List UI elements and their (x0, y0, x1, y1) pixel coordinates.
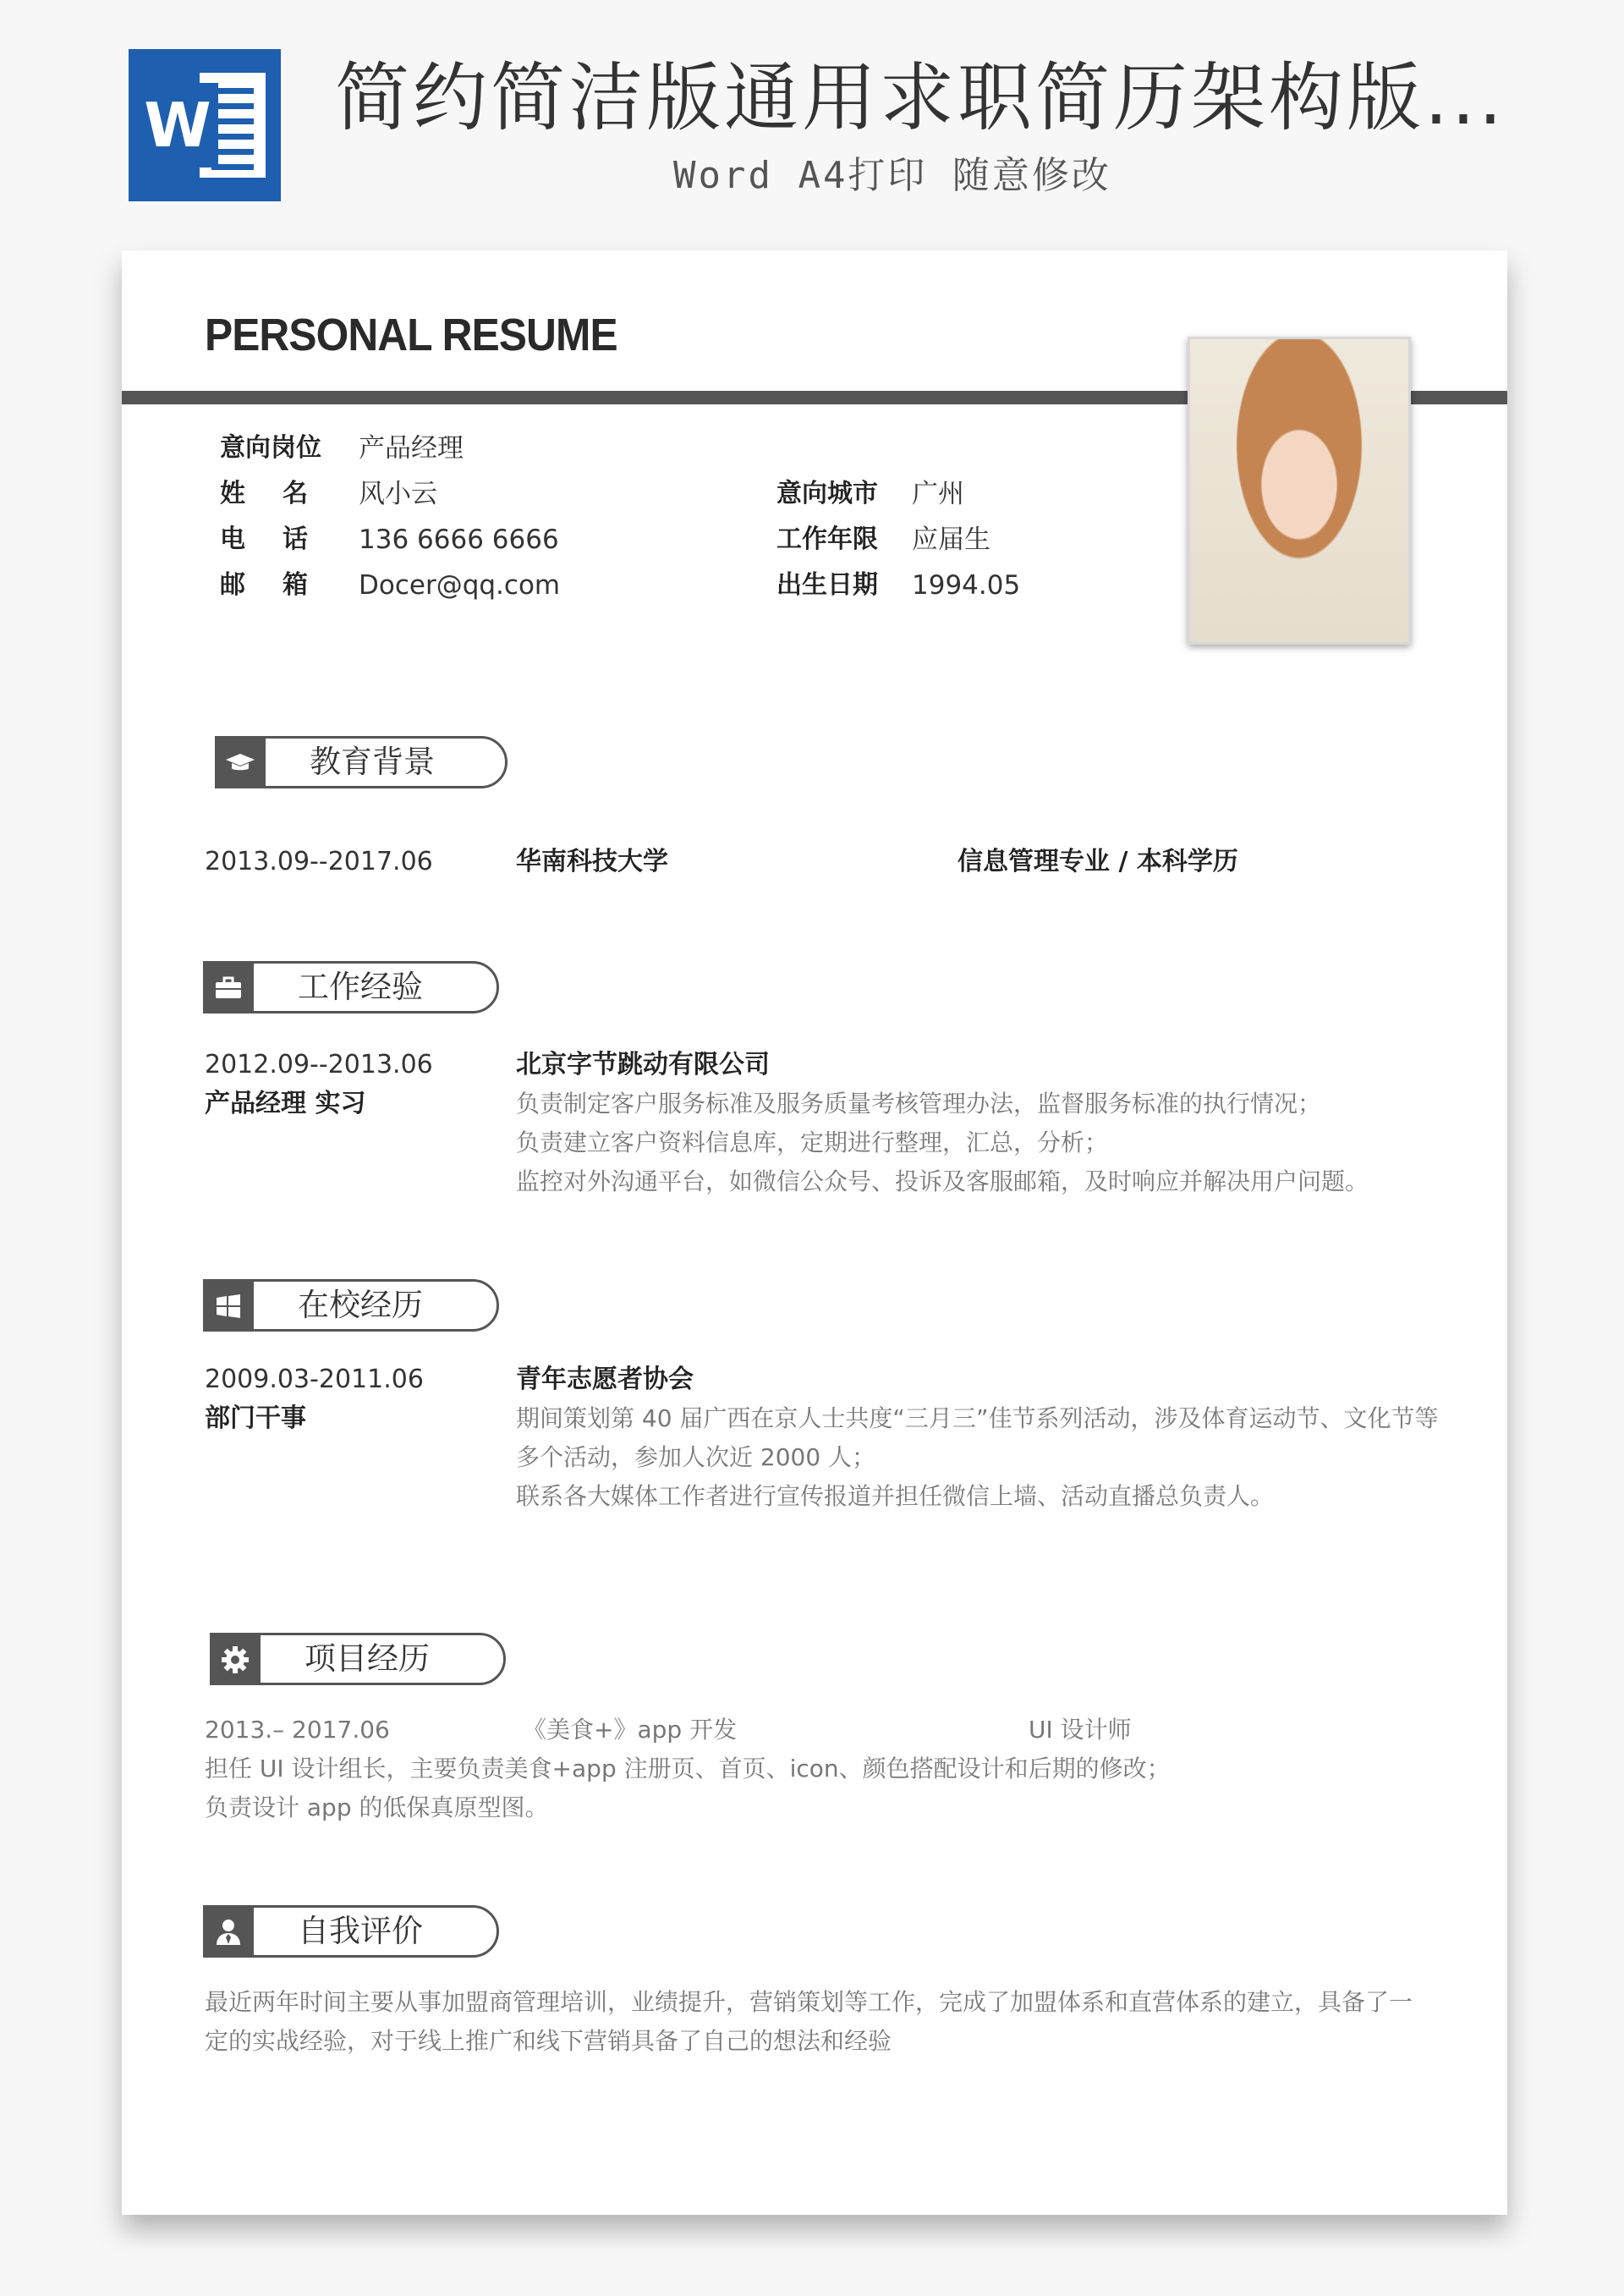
document-subtitle: Word A4打印 随意修改 (673, 154, 1111, 197)
phone-value: 136 6666 6666 (359, 525, 559, 555)
gear-icon (210, 1633, 261, 1685)
work-role: 产品经理 实习 (205, 1089, 366, 1118)
document-title: 简约简洁版通用求职简历架构版... (335, 54, 1506, 141)
years-label: 工作年限 (776, 525, 878, 554)
campus-duty: 联系各大媒体工作者进行宣传报道并担任微信上墙、活动直播总负责人。 (516, 1482, 1275, 1510)
work-duty: 负责建立客户资料信息库，定期进行整理，汇总，分析； (516, 1129, 1109, 1156)
education-school: 华南科技大学 (516, 847, 668, 876)
windows-icon (203, 1279, 254, 1332)
self-evaluation-section-header (203, 1905, 499, 1958)
campus-duty: 期间策划第 40 届广西在京人士共度“三月三”佳节系列活动，涉及体育运动节、文化节等 (516, 1404, 1439, 1432)
birth-label: 出生日期 (776, 570, 878, 600)
email-label: 邮箱 (220, 570, 345, 600)
position-label: 意向岗位 (220, 433, 321, 463)
resume-page (122, 250, 1507, 2215)
years-value: 应届生 (912, 525, 990, 555)
project-name: 《美食+》app 开发 (523, 1716, 738, 1744)
name-label: 姓名 (220, 479, 345, 508)
name-value: 风小云 (359, 479, 437, 509)
work-title: 工作经验 (298, 969, 423, 1005)
city-label: 意向城市 (776, 479, 878, 508)
project-duty: 负责设计 app 的低保真原型图。 (205, 1793, 549, 1821)
phone-label: 电话 (220, 525, 345, 554)
education-title: 教育背景 (310, 744, 435, 780)
campus-section-header (203, 1279, 499, 1332)
self-evaluation-text: 定的实战经验，对于线上推广和线下营销具备了自己的想法和经验 (205, 2027, 892, 2055)
project-role: UI 设计师 (1029, 1716, 1132, 1744)
briefcase-icon (203, 961, 254, 1013)
project-period: 2013.– 2017.06 (205, 1716, 390, 1744)
word-letter: W (137, 83, 218, 168)
resume-heading: PERSONAL RESUME (205, 310, 617, 360)
user-tie-icon (203, 1905, 254, 1958)
project-section-header (210, 1633, 506, 1685)
work-company: 北京字节跳动有限公司 (516, 1050, 770, 1079)
graduation-cap-icon (215, 736, 266, 788)
campus-duty: 多个活动，参加人次近 2000 人； (516, 1443, 876, 1471)
city-value: 广州 (912, 479, 964, 509)
birth-value: 1994.05 (912, 570, 1021, 601)
self-evaluation-text: 最近两年时间主要从事加盟商管理培训，业绩提升，营销策划等工作，完成了加盟体系和直营体系的建立，具备了一 (205, 1988, 1413, 2016)
email-value: Docer@qq.com (359, 570, 561, 601)
campus-org: 青年志愿者协会 (516, 1365, 694, 1394)
word-logo-icon (129, 49, 281, 201)
campus-period: 2009.03-2011.06 (205, 1365, 424, 1394)
self-evaluation-title: 自我评价 (298, 1913, 423, 1949)
work-section-header (203, 961, 499, 1013)
education-major: 信息管理专业 / 本科学历 (957, 847, 1238, 876)
campus-role: 部门干事 (205, 1403, 306, 1433)
education-section-header (215, 736, 508, 788)
project-title: 项目经历 (304, 1640, 430, 1677)
work-period: 2012.09--2013.06 (205, 1050, 433, 1079)
campus-title: 在校经历 (298, 1287, 423, 1323)
work-duty: 负责制定客户服务标准及服务质量考核管理办法，监督服务标准的执行情况； (516, 1090, 1322, 1118)
profile-photo (1188, 337, 1411, 645)
work-duty: 监控对外沟通平台，如微信公众号、投诉及客服邮箱，及时响应并解决用户问题。 (516, 1167, 1369, 1195)
project-duty: 担任 UI 设计组长，主要负责美食+app 注册页、首页、icon、颜色搭配设计和后期的修改； (205, 1755, 1171, 1782)
position-value: 产品经理 (359, 433, 464, 464)
education-period: 2013.09--2017.06 (205, 847, 433, 876)
